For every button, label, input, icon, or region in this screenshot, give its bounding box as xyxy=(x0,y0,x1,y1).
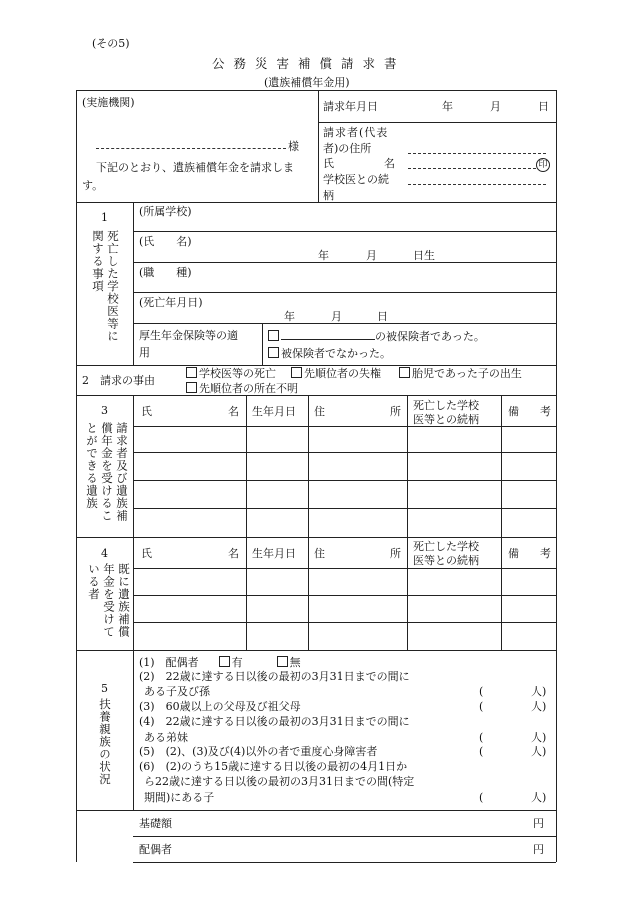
sec4-number: 4 xyxy=(101,547,108,560)
count-parents[interactable]: 人) xyxy=(531,700,547,713)
sec3-number: 3 xyxy=(101,404,108,417)
sec5-number: 5 xyxy=(101,682,108,695)
deceased-name-label: (氏 名) xyxy=(139,235,192,248)
institution-name-field[interactable] xyxy=(96,148,286,149)
spouse-amount-label: 配偶者 xyxy=(139,843,172,856)
form-title: 公務災害補償請求書 xyxy=(212,56,406,71)
spouse-amount-field[interactable]: 円 xyxy=(533,843,544,856)
table-left-border xyxy=(76,90,77,862)
base-amount-field[interactable]: 円 xyxy=(533,817,544,830)
claimant-address-field[interactable] xyxy=(408,153,546,154)
count-siblings[interactable]: 人) xyxy=(531,731,547,744)
claimant-name-field[interactable] xyxy=(408,168,536,169)
table-right-border xyxy=(556,90,557,862)
reason-option-death[interactable]: 学校医等の死亡 xyxy=(186,367,276,379)
job-label: (職 種) xyxy=(139,266,192,279)
pension-option-insured[interactable]: の被保険者であった。 xyxy=(268,330,485,342)
spouse-yes-checkbox[interactable] xyxy=(219,656,230,667)
checkbox[interactable] xyxy=(268,347,279,358)
honorific: 様 xyxy=(288,140,299,153)
form-number: (その5) xyxy=(92,37,130,50)
school-label: (所属学校) xyxy=(139,205,192,218)
reason-option-forfeiture[interactable]: 先順位者の失権 xyxy=(291,367,381,379)
sec3-heading: 請求者及び遺族補償年金を受けることができる遺族 xyxy=(85,422,129,522)
request-date-label: 請求年月日 xyxy=(323,100,378,113)
request-statement-line2: す。 xyxy=(82,179,104,192)
institution-label: (実施機関) xyxy=(82,96,135,109)
pension-option-not-insured[interactable]: 被保険者でなかった。 xyxy=(268,347,391,359)
sec4-heading: 既に遺族補償年金を受けている者 xyxy=(87,563,131,638)
count-specific-period-children[interactable]: 人) xyxy=(531,791,547,804)
relation-field[interactable] xyxy=(408,184,546,185)
sec2-label: 2 請求の事由 xyxy=(82,374,155,387)
request-statement-line1: 下記のとおり、遺族補償年金を請求しま xyxy=(96,161,294,174)
reason-option-birth[interactable]: 胎児であった子の出生 xyxy=(399,367,522,379)
checkbox[interactable] xyxy=(268,330,279,341)
sec1-heading: 死亡した学校医等に関する事項 xyxy=(91,230,120,343)
count-children[interactable]: 人) xyxy=(531,685,547,698)
header-divider xyxy=(318,90,319,202)
base-amount-label: 基礎額 xyxy=(139,817,172,830)
reason-option-unknown-whereabouts[interactable]: 先順位者の所在不明 xyxy=(186,382,298,394)
spouse-row: (1) 配偶者 有 無 xyxy=(139,656,301,669)
table-top-border xyxy=(76,90,556,91)
spouse-no-checkbox[interactable] xyxy=(277,656,288,667)
sec1-number: 1 xyxy=(101,211,108,224)
sec5-heading: 扶養親族の状況 xyxy=(98,698,112,786)
seal-mark: 印 xyxy=(536,158,550,172)
count-disabled[interactable]: 人) xyxy=(531,745,547,758)
death-date-label: (死亡年月日) xyxy=(139,296,203,309)
form-subtitle: (遺族補償年金用) xyxy=(264,76,350,89)
